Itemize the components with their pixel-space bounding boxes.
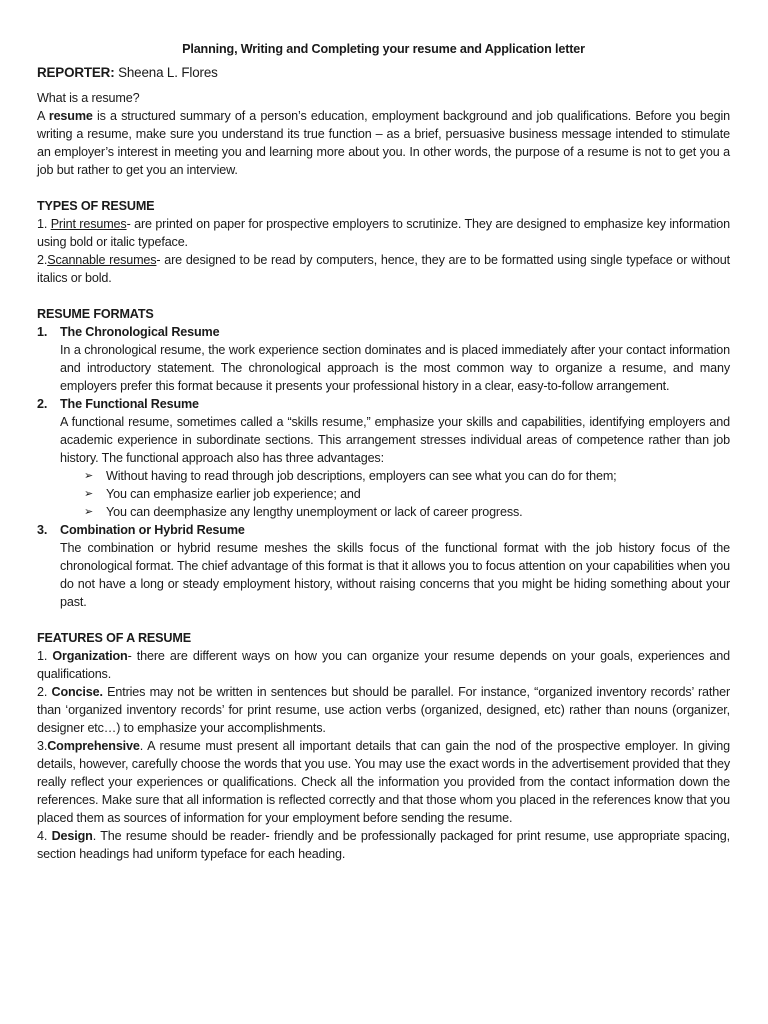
feature-comprehensive: 3.Comprehensive. A resume must present all important details that can gain the nod of the prospective employer. In giving details, however, carefully choose the words that you use. You may use the exact words in the advertisement provided that they really reflect your experiences or qualifications. Check all the information you provided from the contact information down the references. Make sure that all information is reflected correctly and that those whom you placed in the references know that you placed them as sources of information for your employment before sending the resume.	[37, 739, 730, 825]
format-description: A functional resume, sometimes called a “skills resume,” emphasize your skills and capabilities, identifying employers and academic experience in subordinate sections. This arrangement stresses individual areas of competence rather than job history. The functional approach also has three advantages:	[60, 415, 730, 465]
format-chronological: 1. The Chronological Resume In a chronological resume, the work experience section dominates and is placed immediately after your contact information and introductory statement. The chronological approach is the most common way to organize a resume, and many employers prefer this format because it presents your professional history in a clear, easy-to-follow arrangement.	[37, 325, 730, 393]
format-title: Combination or Hybrid Resume	[60, 523, 245, 537]
arrow-bullet-icon: ➢	[84, 488, 94, 500]
format-title: The Functional Resume	[60, 397, 199, 411]
format-hybrid: 3. Combination or Hybrid Resume The combination or hybrid resume meshes the skills focus of the functional format with the job history focus of the chronological format. The chief advantage of this format is that it allows you to focus attention on your capabilities when you do not have a long or steady employment history, without raising concerns that you might be hiding something about your past.	[37, 523, 730, 609]
reporter-name: Sheena L. Flores	[118, 65, 218, 80]
resume-term: resume	[48, 109, 93, 123]
list-item: ➢ You can emphasize earlier job experience; and	[84, 487, 361, 501]
types-item-print: 1. Print resumes- are printed on paper for prospective employers to scrutinize. They are designed to emphasize key information using bold or italic typeface.	[37, 217, 730, 249]
feature-concise: 2. Concise. Entries may not be written in sentences but should be parallel. For instance, “organized inventory records’ rather than ‘organized inventory records’ for print resume, use action verbs (organized, designed, etc) rather than nouns (organizer, designer etc…) to emphasize your accomplishments.	[37, 685, 730, 735]
format-functional: 2. The Functional Resume A functional resume, sometimes called a “skills resume,” emphasize your skills and capabilities, identifying employers and academic experience in subordinate sections. This arrangement stresses individual areas of competence rather than job history. The functional approach also has three advantages: ➢ Without having to read through job descriptions, employers can see what you can do for them; ➢ You can emphasize earlier job experience; and ➢ You can deemphasize any lengthy unemployment or lack of career progress.	[37, 397, 730, 519]
types-heading: TYPES OF RESUME	[37, 199, 155, 213]
format-description: The combination or hybrid resume meshes the skills focus of the functional format with the job history focus of the chronological format. The chief advantage of this format is that it allows you to focus attention on your capabilities when you do not have a long or steady employment history, without raising concerns that you might be hiding something about your past.	[60, 541, 730, 609]
list-item: ➢ Without having to read through job descriptions, employers can see what you can do for them;	[84, 469, 617, 483]
format-description: In a chronological resume, the work experience section dominates and is placed immediately after your contact information and introductory statement. The chronological approach is the most common way to organize a resume, and many employers prefer this format because it presents your professional history in a clear, easy-to-follow arrangement.	[60, 343, 730, 393]
reporter-label: REPORTER:	[37, 65, 115, 80]
page-title: Planning, Writing and Completing your resume and Application letter	[182, 42, 585, 56]
arrow-bullet-icon: ➢	[84, 506, 94, 518]
list-item: ➢ You can deemphasize any lengthy unemployment or lack of career progress.	[84, 505, 523, 519]
arrow-bullet-icon: ➢	[84, 470, 94, 482]
formats-heading: RESUME FORMATS	[37, 307, 154, 321]
types-item-scannable: 2.Scannable resumes- are designed to be read by computers, hence, they are to be formatted using single typeface or without italics or bold.	[37, 253, 730, 285]
feature-design: 4. Design. The resume should be reader- friendly and be professionally packaged for print resume, use appropriate spacing, section headings had uniform typeface for each heading.	[37, 829, 730, 861]
scannable-resumes-term: Scannable resumes	[47, 253, 157, 267]
intro-paragraph: A resume is a structured summary of a person’s education, employment background and job qualifications. Before you begin writing a resume, make sure you understand its true function – as a brief, persuasive business message intended to stimulate an employer’s interest in meeting you and learning more about you. In other words, the purpose of a resume is not to get you a job but rather to get you an interview.	[37, 109, 730, 177]
reporter-line	[37, 64, 730, 82]
print-resumes-term: Print resumes	[50, 217, 127, 231]
feature-organization: 1. Organization- there are different ways on how you can organize your resume depends on your goals, experiences and qualifications.	[37, 649, 730, 681]
intro-question: What is a resume?	[37, 91, 140, 105]
format-title: The Chronological Resume	[60, 325, 220, 339]
formats-list	[37, 323, 730, 611]
advantages-list	[60, 467, 730, 521]
features-heading: FEATURES OF A RESUME	[37, 631, 191, 645]
